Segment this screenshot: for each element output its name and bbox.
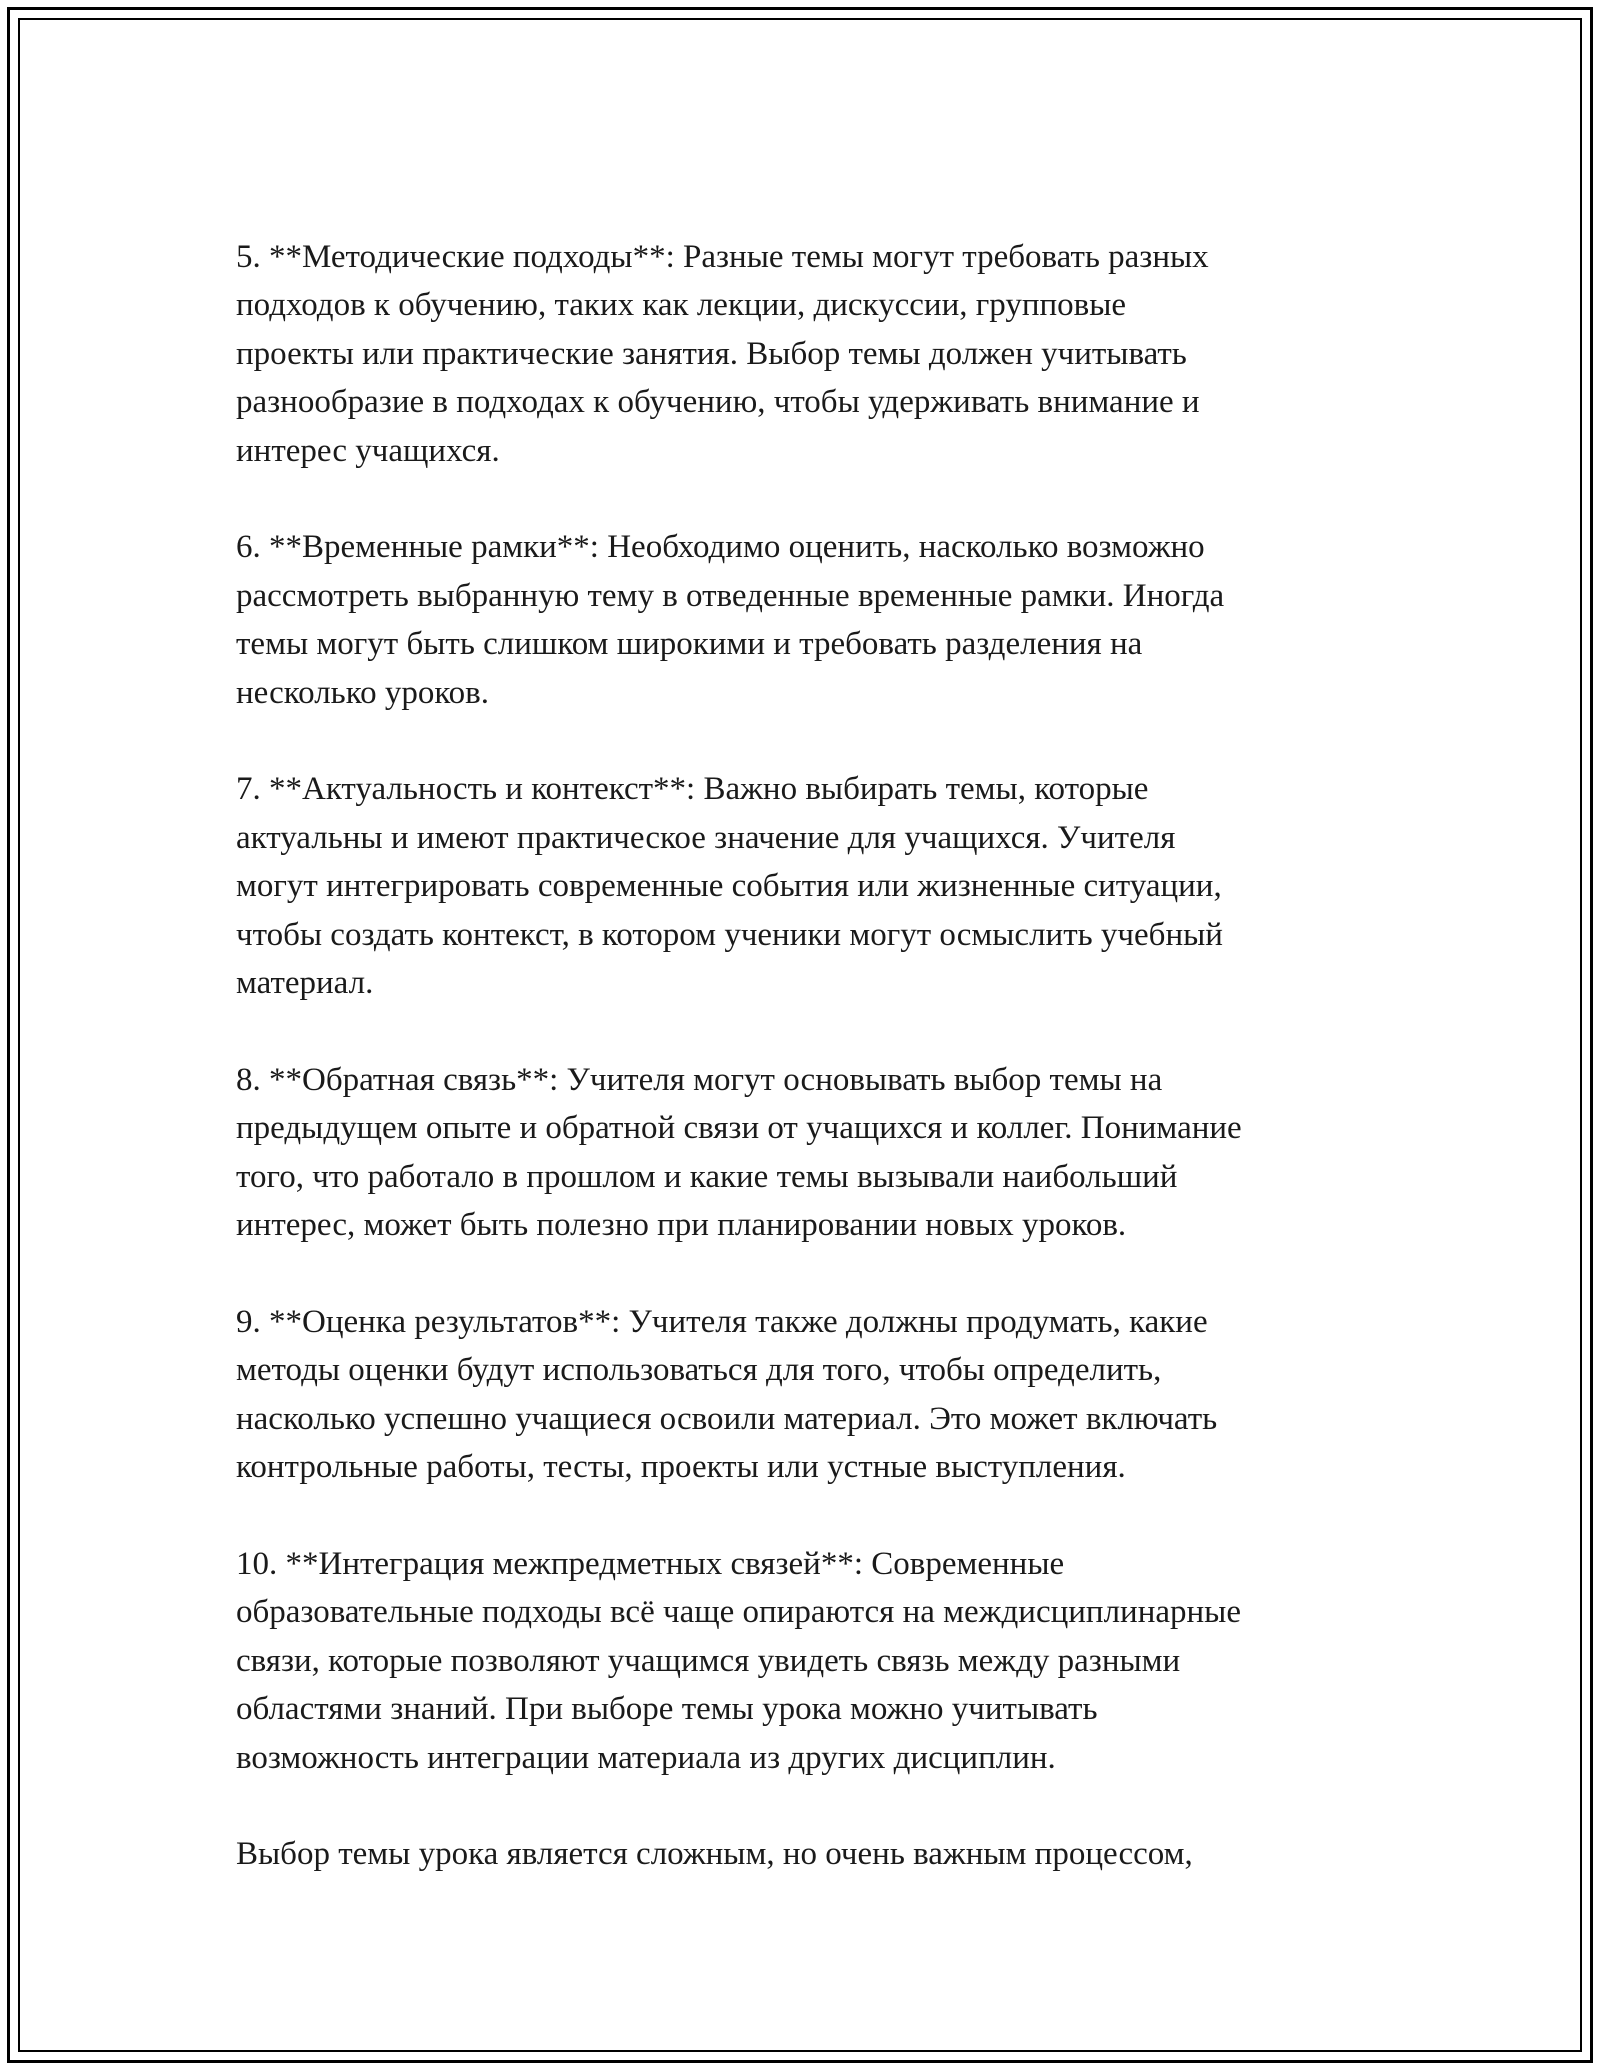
text-line: образовательные подходы всё чаще опираются на междисциплинарные xyxy=(236,1594,1241,1631)
text-line: 6. **Временные рамки**: Необходимо оценить, насколько возможно xyxy=(236,529,1205,566)
text-line: того, что работало в прошлом и какие темы вызывали наибольший xyxy=(236,1158,1178,1195)
text-line: 5. **Методические подходы**: Разные темы могут требовать разных xyxy=(236,239,1209,275)
text-line: 10. **Интеграция межпредметных связей**: Современные xyxy=(236,1545,1065,1582)
text-line: контрольные работы, тесты, проекты или устные выступления. xyxy=(236,1449,1126,1486)
text-line: связи, которые позволяют учащимся увидеть связь между разными xyxy=(236,1642,1181,1679)
text-line: областями знаний. При выборе темы урока можно учитывать xyxy=(236,1691,1098,1728)
text-line: Выбор темы урока является сложным, но очень важным процессом, xyxy=(236,1836,1193,1873)
text-line: возможность интеграции материала из других дисциплин. xyxy=(236,1739,1056,1776)
paragraph-methodical-approaches xyxy=(236,233,1386,475)
text-line: рассмотреть выбранную тему в отведенные временные рамки. Иногда xyxy=(236,577,1225,614)
text-line: темы могут быть слишком широкими и требовать разделения на xyxy=(236,626,1143,663)
text-line: разнообразие в подходах к обучению, чтобы удерживать внимание и xyxy=(236,384,1200,421)
text-line: методы оценки будут использоваться для того, чтобы определить, xyxy=(236,1352,1162,1389)
text-line: предыдущем опыте и обратной связи от учащихся и коллег. Понимание xyxy=(236,1110,1242,1147)
document-body xyxy=(236,233,1386,1927)
text-line: интерес учащихся. xyxy=(236,432,500,469)
text-line: материал. xyxy=(236,965,374,1002)
paragraph-interdisciplinary-integration xyxy=(236,1540,1386,1782)
paragraph-time-frames xyxy=(236,523,1386,717)
text-line: проекты или практические занятия. Выбор темы должен учитывать xyxy=(236,335,1187,372)
text-line: 9. **Оценка результатов**: Учителя также должны продумать, какие xyxy=(236,1303,1208,1340)
paragraph-results-assessment xyxy=(236,1298,1386,1492)
text-line: 8. **Обратная связь**: Учителя могут основывать выбор темы на xyxy=(236,1061,1163,1098)
text-line: чтобы создать контекст, в котором ученики могут осмыслить учебный xyxy=(236,916,1223,953)
text-line: насколько успешно учащиеся освоили материал. Это может включать xyxy=(236,1400,1218,1437)
text-line: актуальны и имеют практическое значение для учащихся. Учителя xyxy=(236,819,1176,856)
text-line: 7. **Актуальность и контекст**: Важно выбирать темы, которые xyxy=(236,771,1149,808)
text-line: могут интегрировать современные события или жизненные ситуации, xyxy=(236,868,1222,905)
text-line: подходов к обучению, таких как лекции, дискуссии, групповые xyxy=(236,287,1127,324)
text-line: несколько уроков. xyxy=(236,674,490,711)
paragraph-conclusion xyxy=(236,1830,1386,1878)
paragraph-feedback xyxy=(236,1056,1386,1250)
text-line: интерес, может быть полезно при планировании новых уроков. xyxy=(236,1207,1127,1244)
paragraph-relevance-context xyxy=(236,765,1386,1007)
